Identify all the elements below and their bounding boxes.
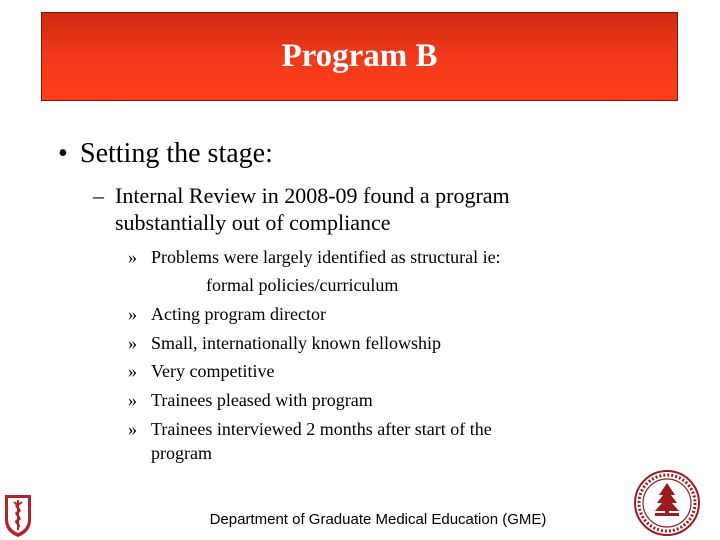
- list-item-mark: »: [128, 304, 137, 324]
- list-item-text: Very competitive: [151, 361, 275, 381]
- slide-title: Program B: [281, 38, 438, 74]
- list-item-text: Problems were largely identified as structural ie:: [151, 247, 501, 267]
- list-item-text-continued: formal policies/curriculum: [206, 275, 399, 295]
- list-item-text: Acting program director: [151, 304, 326, 324]
- list-item-text: Trainees pleased with program: [151, 390, 373, 410]
- bullet-text: Setting the stage:: [80, 138, 273, 169]
- title-banner: [41, 12, 678, 101]
- footer-text: Department of Graduate Medical Education (GME): [209, 511, 547, 528]
- sub-bullet-mark: –: [93, 183, 104, 208]
- list-item-mark: »: [128, 247, 137, 267]
- list-item-mark: »: [128, 361, 137, 381]
- list-item-mark: »: [128, 333, 137, 353]
- list-item-text: Trainees interviewed 2 months after start of the program: [151, 419, 492, 463]
- list-item-mark: »: [128, 390, 137, 410]
- list-item-text: Small, internationally known fellowship: [151, 333, 441, 353]
- list-item-mark: »: [128, 419, 137, 439]
- bullet-mark: •: [58, 138, 68, 169]
- footer: [0, 511, 720, 528]
- sub-bullet-text: Internal Review in 2008-09 found a program substantially out of compliance: [115, 183, 510, 235]
